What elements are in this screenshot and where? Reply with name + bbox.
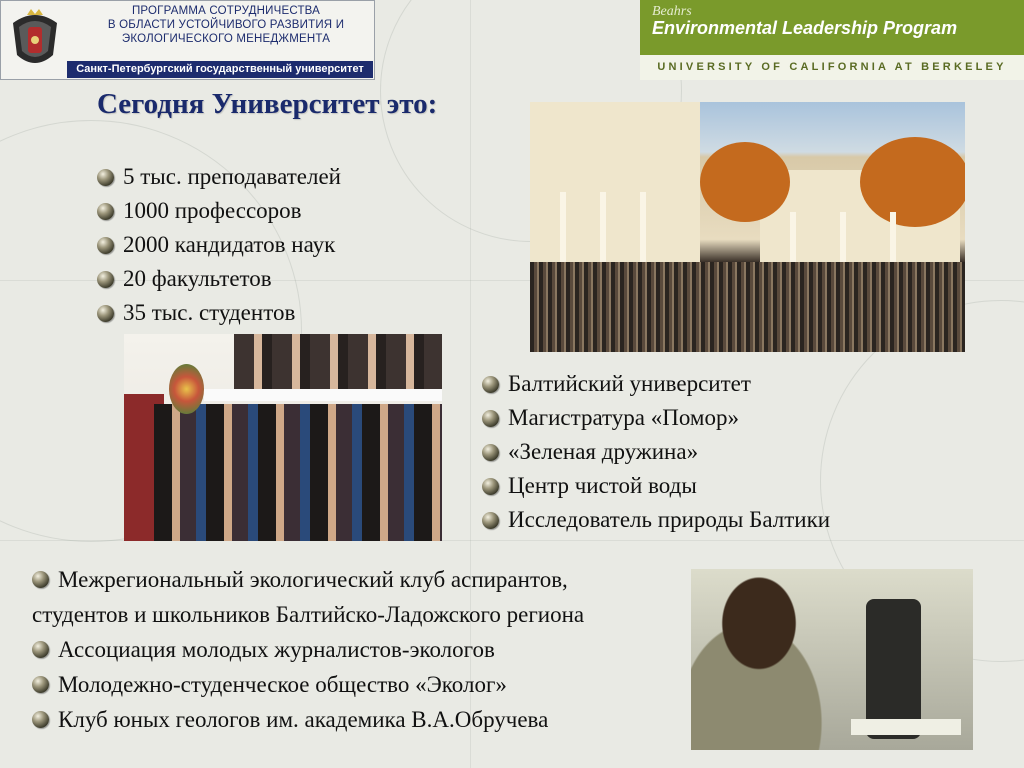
list-item: 2000 кандидатов наук — [97, 228, 341, 262]
list-item: 35 тыс. студентов — [97, 296, 341, 330]
university-crest-icon — [5, 5, 65, 75]
list-item: «Зеленая дружина» — [482, 435, 830, 469]
list-item: Ассоциация молодых журналистов-экологов — [32, 632, 584, 667]
program-title-line-2: В ОБЛАСТИ УСТОЙЧИВОГО РАЗВИТИЯ И — [107, 19, 345, 31]
microscope-lab-photo — [691, 569, 973, 750]
list-item: Молодежно-студенческое общество «Эколог» — [32, 667, 584, 702]
university-name: Санкт-Петербургский государственный университет — [67, 61, 373, 78]
bullet-icon — [97, 169, 114, 186]
spbu-header-banner — [0, 0, 375, 80]
berkeley-subtitle: UNIVERSITY OF CALIFORNIA AT BERKELEY — [640, 55, 1024, 80]
bullet-icon — [482, 376, 499, 393]
bullet-icon — [97, 237, 114, 254]
bullet-icon — [32, 641, 49, 658]
list-item: Клуб юных геологов им. академика В.А.Обручева — [32, 702, 584, 737]
bullet-icon — [97, 203, 114, 220]
bullet-icon — [482, 444, 499, 461]
elp-title: Environmental Leadership Program — [652, 18, 958, 38]
list-item: 1000 профессоров — [97, 194, 341, 228]
list-item: Центр чистой воды — [482, 469, 830, 503]
bullet-icon — [97, 305, 114, 322]
berkeley-header-banner — [640, 0, 1024, 80]
program-title — [81, 4, 371, 46]
bullet-icon — [32, 711, 49, 728]
berkeley-banner-top — [640, 0, 1024, 55]
list-item-continuation: студентов и школьников Балтийско-Ладожского региона — [32, 602, 585, 627]
list-item: 5 тыс. преподавателей — [97, 160, 341, 194]
list-item: Исследователь природы Балтики — [482, 503, 830, 537]
slide-title: Сегодня Университет это: — [97, 88, 438, 120]
bullet-icon — [32, 676, 49, 693]
list-item: Балтийский университет — [482, 367, 830, 401]
bullet-icon — [482, 512, 499, 529]
university-stats-list — [97, 160, 341, 330]
bullet-icon — [482, 410, 499, 427]
list-item: Межрегиональный экологический клуб аспирантов, — [32, 562, 584, 597]
program-title-line-1: ПРОГРАММА СОТРУДНИЧЕСТВА — [131, 5, 321, 17]
bullet-icon — [32, 571, 49, 588]
list-item: 20 факультетов — [97, 262, 341, 296]
clubs-list — [32, 562, 584, 737]
programs-list — [482, 367, 830, 537]
university-building-photo — [530, 102, 965, 352]
bullet-icon — [482, 478, 499, 495]
list-item: Магистратура «Помор» — [482, 401, 830, 435]
program-title-line-3: ЭКОЛОГИЧЕСКОГО МЕНЕДЖМЕНТА — [121, 33, 331, 45]
beahrs-label: Beahrs — [652, 4, 692, 19]
students-event-photo — [124, 334, 442, 541]
bullet-icon — [97, 271, 114, 288]
